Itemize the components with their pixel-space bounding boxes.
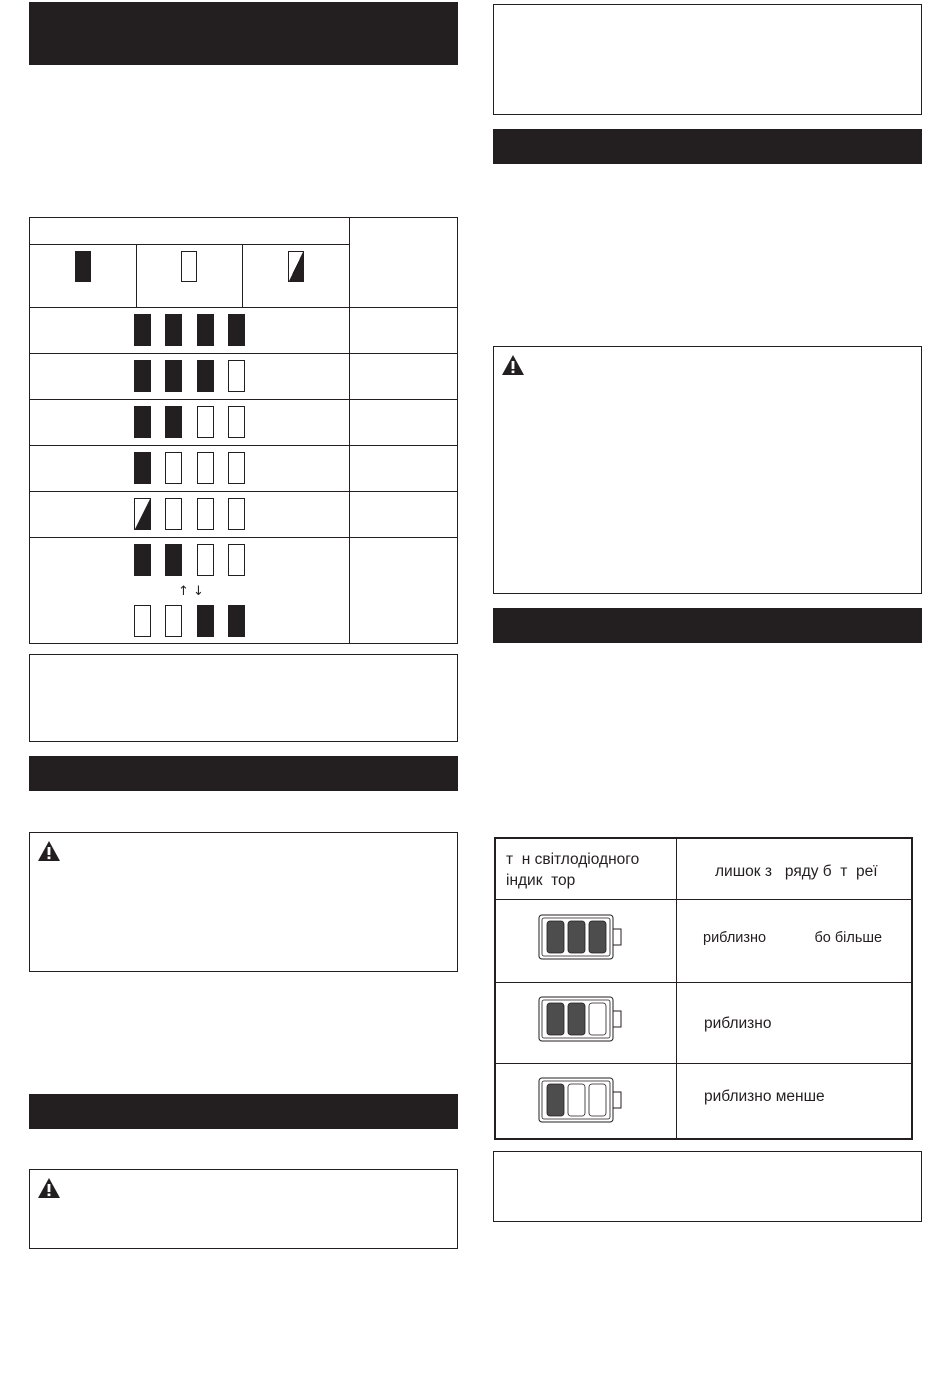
led-lit-icon [197, 314, 214, 346]
battery-segment-lit [547, 1084, 564, 1116]
led-off-icon [181, 251, 197, 282]
led-lit-icon [134, 544, 151, 576]
battery-gauge-icon [538, 994, 622, 1044]
led-lit-icon [197, 360, 214, 392]
header-remaining-charge: лишок з ряду б т реї [715, 863, 878, 880]
led-lit-icon [134, 360, 151, 392]
led-off-icon [197, 452, 214, 484]
led-off-icon [228, 544, 245, 576]
battery-segment-lit [568, 1003, 585, 1035]
led-off-icon [228, 498, 245, 530]
led-lit-icon [134, 314, 151, 346]
led-lit-icon [197, 605, 214, 637]
led-off-icon [165, 498, 182, 530]
led-off-icon [165, 452, 182, 484]
battery-segment-empty [568, 1084, 585, 1116]
note-box-1 [29, 654, 458, 742]
led-off-icon [197, 406, 214, 438]
led-indication-table [29, 217, 458, 644]
warning-triangle-icon [37, 1177, 61, 1199]
warning-triangle-icon [501, 354, 525, 376]
header-indicator-state-line1: т н світлодіодного [506, 851, 640, 868]
section-header-bar-4 [493, 129, 922, 164]
section-header-bar-1 [29, 2, 458, 65]
remaining-charge-text: риблизно [704, 1015, 772, 1032]
led-lit-icon [134, 452, 151, 484]
header-indicator-state-line2: індик тор [506, 872, 576, 889]
caution-box-2 [29, 1169, 458, 1249]
led-off-icon [228, 406, 245, 438]
battery-capacity-table [494, 837, 913, 1140]
led-blinking-icon [288, 251, 304, 282]
led-off-icon [197, 498, 214, 530]
battery-segment-empty [589, 1003, 606, 1035]
note-box-top-right [493, 4, 922, 115]
led-blinking-icon [134, 498, 151, 530]
section-header-bar-3 [29, 1094, 458, 1129]
header-indicator-state [506, 849, 674, 891]
led-off-icon [228, 452, 245, 484]
led-lit-icon [228, 314, 245, 346]
led-lit-icon [134, 406, 151, 438]
warning-triangle-icon [37, 840, 61, 862]
led-lit-icon [75, 251, 91, 282]
remaining-charge-text: риблизно бо більше [703, 930, 883, 946]
led-lit-icon [165, 406, 182, 438]
led-lit-icon [165, 360, 182, 392]
caution-box-1 [29, 832, 458, 972]
battery-segment-lit [589, 921, 606, 953]
battery-segment-empty [589, 1084, 606, 1116]
note-box-bottom-right [493, 1151, 922, 1222]
led-lit-icon [165, 544, 182, 576]
section-header-bar-2 [29, 756, 458, 791]
led-lit-icon [228, 605, 245, 637]
section-header-bar-5 [493, 608, 922, 643]
battery-gauge-icon [538, 1075, 622, 1125]
led-off-icon [228, 360, 245, 392]
battery-segment-lit [547, 921, 564, 953]
remaining-charge-text: риблизно менше [704, 1088, 825, 1105]
alternating-arrows: ↑ ↓ [178, 584, 204, 599]
battery-segment-lit [547, 1003, 564, 1035]
led-off-icon [197, 544, 214, 576]
led-lit-icon [165, 314, 182, 346]
led-off-icon [165, 605, 182, 637]
led-off-icon [134, 605, 151, 637]
caution-box-3 [493, 346, 922, 594]
battery-gauge-icon [538, 912, 622, 962]
battery-segment-lit [568, 921, 585, 953]
